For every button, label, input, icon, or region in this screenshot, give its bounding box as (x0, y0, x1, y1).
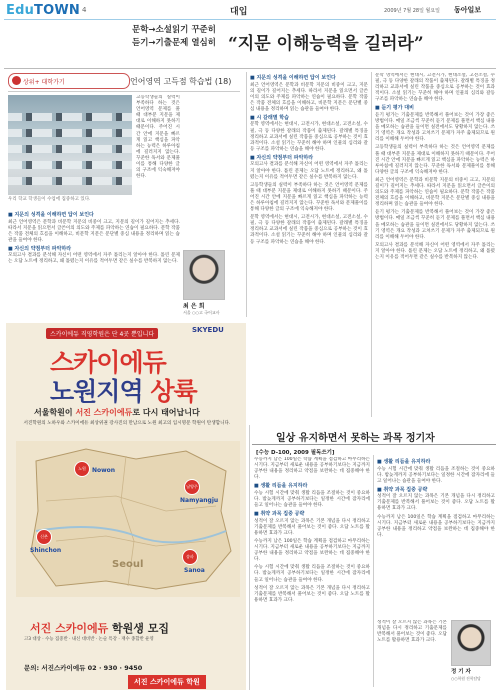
bottom-text-3: 성적이 잘 오르지 않는 과목은 기본 개념을 다시 정리하고 기출문제를 반복해서 풀어보는 것이 좋다. 오답 노트를 활용하면 효과가 크다. (254, 518, 370, 536)
column-divider (246, 72, 247, 317)
map-pin-nowon: 노원 (74, 461, 90, 477)
ad-recruit-title (30, 620, 169, 636)
newspaper-name: 동아일보 (454, 6, 482, 14)
bottom-heading-1: ■ 생활 리듬을 유지하라 (254, 483, 308, 490)
bottom-text-2: 수능 시험 시간에 맞춰 생활 리듬을 조절하는 것이 중요하다. 밤늦게까지 공부하기보다는 일정한 시간에 잠자리에 들고 일어나는 습관을 들여야 한다. (254, 490, 370, 509)
subhead-line-1: 문학→소설읽기 꾸준히 (132, 25, 216, 35)
article-column-4 (375, 73, 495, 418)
series-divider (8, 91, 240, 92)
bottom-text-4: 수능까지 남은 100일은 학습 계획을 점검하고 마무리하는 시기다. 지금부터 새로운 내용을 공부하기보다는 지금까지 공부한 내용을 정리하고 약점을 보완하는 데 집중해야 한다. (254, 538, 370, 563)
bottom-article-subtitle: [수능 D-100, 2009 필독쓰기] (256, 450, 335, 456)
page-number: 4 (82, 6, 87, 14)
bottom-text-6: 성적이 잘 오르지 않는 과목은 기본 개념을 다시 정리하고 기출문제를 반복해서 풀어보는 것이 좋다. 오답 노트를 활용하면 효과가 크다. (254, 585, 370, 603)
logo-text: 상위+ 대학가기 (23, 79, 65, 86)
column-1-text: 고등학생들의 실력이 부족하다 하는 것은 언어영역 문제를 풀 때 대부분 지문을 제대로 이해하지 못하기 때문이다. 주어진 시간 안에 지문을 빠르게 읽고 핵심을 파악하는 능력은 하루아침에 길러지지 않는다. 꾸준한 독서와 문제풀이를 통해 다양한 글의 구조에 익숙해져야 한다. (136, 95, 180, 180)
author-photo (183, 250, 225, 300)
bottom-author-role: ○○학원 진학담당 (451, 676, 481, 681)
ad-top-bar (6, 323, 246, 339)
feature-headline: “지문 이해능력을 길러라” (228, 34, 424, 54)
author-role: 서울 ○○고 국어교사 (183, 310, 220, 315)
column-2-heading-1: ■ 지문의 성격을 이해하면 답이 보인다 (8, 212, 94, 218)
bottom-title-rule (252, 444, 496, 445)
column-4-text-e: 듣기 평가는 기출문제를 반복해서 풀어보는 것이 가장 좋은 방법이다. 매일 조금씩 꾸준히 듣기 문제를 풀면서 핵심 내용을 메모하는 습관을 들이면 실전에서도 당황하지 않는다. 쓰기 영역은 개요 작성과 고쳐쓰기 문제가 자주 출제되므로 원리를 이해해 두어야 한다. (375, 210, 495, 240)
header-divider (4, 19, 496, 20)
article-column-3 (250, 73, 368, 418)
map-pin-songpa: 송파 (182, 549, 198, 565)
brand-logo (6, 3, 80, 18)
bottom-heading-3: ■ 생활 리듬을 유지하라 (377, 459, 431, 465)
feature-subhead (132, 24, 216, 50)
map-pin-shinchon: 신촌 (36, 529, 52, 545)
bottom-text-8: 성적이 잘 오르지 않는 과목은 기본 개념을 다시 정리하고 기출문제를 반복해서 풀어보는 것이 좋다. 오답 노트를 활용하면 효과가 크다. (377, 494, 495, 512)
logo-icon (12, 76, 21, 85)
page-header (0, 0, 500, 20)
column-3-text-d: 고등학생들의 실력이 부족하다 하는 것은 언어영역 문제를 풀 때 대부분 지문을 제대로 이해하지 못하기 때문이다. 주어진 시간 안에 지문을 빠르게 읽고 핵심을 파악하는 능력은 하루아침에 길러지지 않는다. 꾸준한 독서와 문제풀이를 통해 다양한 글의 구조에 익숙해져야 한다. (250, 182, 368, 213)
map-label-shinchon: Shinchon (30, 547, 62, 554)
brand-main: Edu (6, 3, 35, 18)
subhead-line-2: 듣기→기출문제 열심히 (132, 38, 216, 48)
bottom-column-3 (377, 620, 447, 688)
map-label-namyangju: Namyangju (180, 497, 219, 504)
column-2-heading-2: ■ 자신의 약점부터 파악하라 (8, 245, 72, 252)
bottom-column-1 (254, 457, 370, 687)
region-map (16, 441, 240, 597)
classroom-photo (8, 95, 132, 195)
column-4-text-c: 고등학생들의 실력이 부족하다 하는 것은 언어영역 문제를 풀 때 대부분 지문을 제대로 이해하지 못하기 때문이다. 주어진 시간 안에 지문을 빠르게 읽고 핵심을 파악하는 능력은 하루아침에 길러지지 않는다. 꾸준한 독서와 문제풀이를 통해 다양한 글의 구조에 익숙해져야 한다. (375, 145, 495, 175)
headline-divider (4, 68, 496, 69)
bottom-text-10: 성적이 잘 오르지 않는 과목은 기본 개념을 다시 정리하고 기출문제를 반복해서 풀어보는 것이 좋다. 오답 노트를 활용하면 효과가 크다. (377, 620, 447, 644)
ad-brand-line-1: 스카이에듀 (50, 348, 166, 377)
ad-footer-logo: 서진 스카이에듀 학원 (128, 675, 206, 689)
ad-msg-c: 로 다시 태어납니다 (132, 408, 200, 417)
column-4-text-f: 모의고사 결과를 분석해 자신이 어떤 영역에서 자주 틀리는지 알아야 한다. 틀린 문제는 오답 노트에 정리하고, 왜 틀렸는지 이유를 적어두면 같은 실수를 반복하지 않는다. (375, 242, 495, 261)
column-4-text-d: 최근 언어영역은 문학과 비문학 지문의 비중이 크고, 지문의 길이가 길어지는 추세다. 따라서 지문을 읽으면서 글쓴이의 의도와 주제를 파악하는 연습이 필요하다. 문학 작품은 작품 전체의 흐름을 이해하고, 비문학 지문은 문단별 중심 내용을 정리하며 읽는 습관을 들여야 한다. (375, 177, 495, 208)
bottom-article-title: 일상 유지하면서 못하는 과목 정기자 (276, 433, 435, 444)
column-2-text-1: 최근 언어영역은 문학과 비문학 지문의 비중이 크고, 지문의 길이가 길어지는 추세다. 따라서 지문을 읽으면서 글쓴이의 의도와 주제를 파악하는 연습이 필요하다. 문학 작품은 작품 전체의 흐름을 이해하고, 비문학 지문은 문단별 중심 내용을 정리하며 읽는 습관을 들여야 한다. (8, 219, 180, 243)
column-3-text-b: 문학 영역에서는 현대시, 고전시가, 현대소설, 고전소설, 수필, 극 등 다양한 갈래의 작품이 출제된다. 갈래별 특징을 정리하고 교과서에 실린 작품을 중심으로 공부하는 것이 효과적이다. 소설 읽기는 꾸준히 해야 하며 인물의 심리와 갈등 구조를 파악하는 연습을 해야 한다. (250, 122, 368, 152)
ad-landing: 상륙 (150, 377, 197, 406)
column-4-heading: ■ 듣기 평가 대비 (375, 105, 414, 112)
column-2-text-2: 모의고사 결과를 분석해 자신이 어떤 영역에서 자주 틀리는지 알아야 한다. 틀린 문제는 오답 노트에 정리하고, 왜 틀렸는지 이유를 적어두면 같은 실수를 반복하지 않는다. (8, 253, 180, 265)
ad-info: 고3 대상 · 수능 집중반 · 내신 대비반 · 논술 특강 · 재수 종합반 운영 (24, 637, 154, 642)
advertisement (6, 323, 246, 690)
column-3-heading-2: ■ 시 갈래별 학습 (250, 114, 289, 121)
bottom-column-2 (377, 457, 495, 617)
ad-description: 서진학원의 노하우와 스카이에듀 최상위권 강사진의 만남으로 노원 최고의 입시명문 학원이 탄생합니다. (23, 421, 231, 426)
bottom-author-photo (451, 620, 491, 666)
article-column-2 (8, 210, 180, 318)
bottom-col-divider (373, 455, 374, 687)
map-pin-namyangju: 남양주 (184, 479, 200, 495)
ad-msg-a: 서울학원이 (34, 408, 73, 417)
map-label-seoul: Seoul (112, 559, 144, 570)
column-3-text-c: 모의고사 결과를 분석해 자신이 어떤 영역에서 자주 틀리는지 알아야 한다. 틀린 문제는 오답 노트에 정리하고, 왜 틀렸는지 이유를 적어두면 같은 실수를 반복하지 않는다. (250, 162, 368, 180)
issue-date: 2009년 7월 28일 월요일 (384, 8, 441, 14)
ad-region: 노원지역 (50, 377, 143, 406)
bottom-heading-4: ■ 취약 과목 집중 공략 (377, 486, 428, 493)
series-logo (8, 73, 130, 89)
column-3-heading: ■ 지문의 성격을 이해하면 답이 보인다 (250, 75, 336, 81)
ad-site-logo: SKYEDU (192, 326, 224, 334)
column-4-text-a: 문학 영역에서는 현대시, 고전시가, 현대소설, 고전소설, 수필, 극 등 다양한 갈래의 작품이 출제된다. 갈래별 특징을 정리하고 교과서에 실린 작품을 중심으로 공부하는 것이 효과적이다. 소설 읽기는 꾸준히 해야 하며 인물의 심리와 갈등 구조를 파악하는 연습을 해야 한다. (375, 73, 495, 103)
bottom-heading-2: ■ 취약 과목 집중 공략 (254, 511, 305, 518)
bottom-text-9: 수능까지 남은 100일은 학습 계획을 점검하고 마무리하는 시기다. 지금부터 새로운 내용을 공부하기보다는 지금까지 공부한 내용을 정리하고 약점을 보완하는 데 집중해야 한다. (377, 514, 495, 538)
bottom-author-name: 정 기 자 (451, 669, 471, 675)
photo-caption: 우리 학교 학생들이 수업에 집중하고 있다. (8, 197, 91, 202)
author-name: 최 은 희 (183, 303, 205, 310)
ad-msg-b: 서진 스카이에듀 (75, 408, 133, 417)
column-3-text-a: 최근 언어영역은 문학과 비문학 지문의 비중이 크고, 지문의 길이가 길어지는 추세다. 따라서 지문을 읽으면서 글쓴이의 의도와 주제를 파악하는 연습이 필요하다. 문학 작품은 작품 전체의 흐름을 이해하고, 비문학 지문은 문단별 중심 내용을 정리하며 읽는 습관을 들여야 한다. (250, 82, 368, 112)
bottom-text-7: 수능 시험 시간에 맞춰 생활 리듬을 조절하는 것이 중요하다. 밤늦게까지 공부하기보다는 일정한 시간에 잠자리에 들고 일어나는 습관을 들여야 한다. (377, 466, 495, 484)
ad-recruit-brand: 서진 스카이에듀 (30, 622, 109, 635)
column-4-text-b: 듣기 평가는 기출문제를 반복해서 풀어보는 것이 가장 좋은 방법이다. 매일 조금씩 꾸준히 듣기 문제를 풀면서 핵심 내용을 메모하는 습관을 들이면 실전에서도 당황하지 않는다. 쓰기 영역은 개요 작성과 고쳐쓰기 문제가 자주 출제되므로 원리를 이해해 두어야 한다. (375, 112, 495, 143)
map-outline (16, 441, 240, 597)
section-title: 대입 (230, 7, 248, 17)
ad-brand-line-2 (50, 372, 197, 408)
article-column-1 (136, 95, 180, 205)
brand-sub: TOWN (34, 3, 80, 18)
bottom-text-5: 수능 시험 시간에 맞춰 생활 리듬을 조절하는 것이 중요하다. 밤늦게까지 공부하기보다는 일정한 시간에 잠자리에 들고 일어나는 습관을 들여야 한다. (254, 565, 370, 583)
column-3-heading-3: ■ 자신의 약점부터 파악하라 (250, 154, 314, 161)
ad-tagline: 스카이에듀 직영학원은 단 4곳 뿐입니다 (46, 328, 158, 339)
map-label-nowon: Nowon (92, 467, 116, 474)
ad-phone: 문의: 서진스카이에듀 02 · 930 · 9450 (24, 664, 143, 672)
series-title: 언어영역 고득점 학습법 (18) (130, 77, 232, 86)
column-3-text-e: 문학 영역에서는 현대시, 고전시가, 현대소설, 고전소설, 수필, 극 등 다양한 갈래의 작품이 출제된다. 갈래별 특징을 정리하고 교과서에 실린 작품을 중심으로 공부하는 것이 효과적이다. 소설 읽기는 꾸준히 해야 하며 인물의 심리와 갈등 구조를 파악하는 연습을 해야 한다. (250, 215, 368, 245)
column-divider-2 (371, 72, 372, 417)
map-label-sanoa: Sanoa (184, 567, 205, 574)
ad-message (34, 407, 200, 418)
bottom-divider (249, 425, 250, 690)
ad-recruit-text: 학원생 모집 (108, 622, 170, 635)
bottom-text-1: 수능까지 남은 100일은 학습 계획을 점검하고 마무리하는 시기다. 지금부터 새로운 내용을 공부하기보다는 지금까지 공부한 내용을 정리하고 약점을 보완하는 데 집중해야 한다. (254, 457, 370, 481)
